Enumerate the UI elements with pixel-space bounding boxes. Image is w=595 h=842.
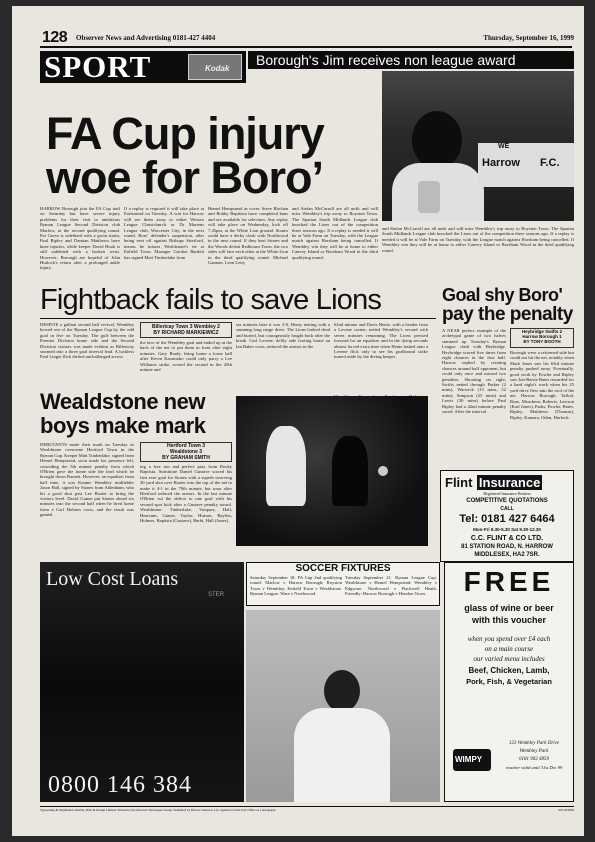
paper-line: Observer News and Advertising 0181-427 4404: [76, 34, 216, 42]
flint-offer: COMPETITIVE QUOTATIONS: [466, 498, 548, 504]
lions-col-2: the face of the Wembley goal and ended up at the back of the net to put them in front after eight minutes. Gary Brady, firing home a loose ball after Kevin Karamoko could only parry a Lee Williams strike, scored the second in the 20th minute and: [140, 340, 232, 373]
footer-rule: [40, 806, 574, 807]
sport-section-title: SPORT: [44, 49, 152, 84]
wimpy-line-5: our varied menu includes: [473, 655, 545, 663]
wimpy-free: FREE: [463, 566, 555, 597]
loans-ad: [40, 562, 244, 802]
lions-scorebox: [140, 322, 232, 338]
borough-score-2: Harrow Borough 1: [522, 334, 562, 339]
lions-col-1: DESPITE a gallant second half revival, Wembley bowed out of the Ryman League Cup by the odd goal in five on Tuesday. The gulf between the Premier Division home side and the Second Division visitors was made evident as Billericay stormed into a three goal interval lead. A luckless Paul Linger flick drifted unchallenged across: [40, 322, 134, 360]
stadium-sign-text-we: WE: [498, 143, 510, 150]
folio-bar: [12, 6, 584, 46]
footer-code: SW16/9/99: [558, 808, 574, 812]
wimpy-line-7: Pork, Fish, & Vegetarian: [466, 677, 552, 686]
borough-scorebox: [510, 328, 574, 348]
footer-imprint: Typesetting & Origination: Imedia, Print & Design Limited. Printed by the Observer Newspaper Group. Published by Harrow Observer Ltd, registered at the Post Office as a newspaper.: [40, 808, 277, 812]
lead-col-1: HARROW Borough join the FA Cup trail on Saturday but have severe injury problems for their visit to ambitious Ryman League Second Division club Marlow, in the second qualifying round. Pat Gavin is sidelined with a groin strain, Paul Ripley and Damian Matthews have knee injuries, while keeper David Hook is still sidelined with a broken wrist. However, Borough are hopeful of John Hurlock's return after a prolonged ankle injury.: [40, 206, 120, 271]
stadium-sign-text: Harrow: [482, 157, 520, 169]
lions-col-3: six minutes later it was 3-0, Henty netting with a stunning long range drive. The Lions looked dead and buried, but courageously fought back after the break. Carl Levene, deftly side footing home an Ian Baker cross, reduced the arrears in the: [236, 322, 330, 349]
loans-phone: 0800 146 384: [48, 772, 192, 798]
fixtures-box: [246, 562, 440, 606]
fixtures-title: SOCCER FIXTURES: [295, 563, 391, 574]
loans-sign: STER: [208, 592, 225, 598]
sport-masthead: [40, 51, 246, 83]
lead-col-3: Hemel Hempstead as cover. Steve Birchan and Bobby Bapitista have completed bans and are available for selection. Any replay will take place on Wednesday, kick off 7.45pm, at the White Lion ground. Stones could have a derby clash with Northwood in the next round. If they beat Stones and the Woods defeat Redbourn Town, the two sides will face each other at the White Lion in the third qualifying round. Michael Gannon, Leon Letty: [208, 206, 288, 266]
award-banner-headline: Borough's Jim receives non league award: [256, 52, 516, 68]
wimpy-line-2: with this voucher: [471, 615, 546, 625]
stones-headline-1: Wealdstone new: [40, 389, 205, 414]
player-photo-shirt: [294, 708, 390, 802]
stones-headline-2: boys make mark: [40, 413, 206, 438]
player-photo: [246, 610, 440, 802]
folio-rule: [40, 46, 572, 48]
flint-brand-b: Insurance: [478, 475, 541, 490]
lead-col-2: If a replay is required it will take place at Earlsmead on Tuesday. A win for Harrow will see them away to either Wessex League Christchurch or Dr Martens League club, Worcester City, in the next round. Boro' defender's suspension, after being sent off against Bishops Stortford, means he misses Wealdstone's tie at Enfield Town. Manager Gordon Bartlett has signed Matt Timberlake from: [124, 206, 204, 260]
match-photo: [236, 396, 428, 546]
wimpy-logo-text: WIMPY: [455, 755, 483, 764]
lions-col-4: 62nd minute and Davis Henie, with a header from a Levene corner, netted Wembley's second with seven minutes remaining. The Lions pressed forward for an equaliser and in the dying seconds almost forced extra time when Henie lashed onto a Levene flick only to see his goalbound strike turned aside by the diving keeper.: [334, 322, 428, 360]
award-photo: [382, 71, 574, 221]
kodak-sponsor-text: Kodak: [205, 64, 230, 73]
lead-headline-1: FA Cup injury: [46, 108, 324, 159]
wimpy-logo: [453, 749, 491, 771]
issue-date: Thursday, September 16, 1999: [483, 34, 574, 42]
flint-phone: Tel: 0181 427 6464: [459, 513, 555, 525]
lions-byline: BY RICHARD MARKIEWICZ: [153, 330, 219, 336]
award-trophy: [418, 181, 440, 213]
wimpy-ad: [444, 562, 574, 802]
lions-headline: Fightback fails to save Lions: [40, 284, 382, 316]
newspaper-page: [12, 6, 584, 836]
lions-rule: [40, 318, 436, 319]
award-caption: and Stefan McCarroll are all unfit and will miss Wembley's trip away to Royston Town. The Spartan South Midlands League club knocked the Lions out of the competition three seasons ago. If a replay is needed it will be at Vale Farm on Tuesday, with the League match against Horsham being cancelled. If Wembley win they will be at home to either Canvey Island or Boreham Wood in the third qualifying round.: [382, 226, 574, 253]
player-photo-head: [324, 670, 360, 712]
borough-headline-1: Goal shy Boro': [442, 285, 563, 305]
borough-col-1: A NEAR perfect example of the archetypal game of two halves summed up Tuesday's Ryman League clash with Heybridge. Heybridge scored five times from eight chances in the first half. Harrow replied by creating chances around half opponent, but could only once and missed two penalties. Shooting on sight, Swifts netted through Parker (2 mins), Warwick (13 mins, 52 mins), Simpson (25 mins) and Lewis (30 mins) before Paul Ripley had a 42nd minute penalty saved. After the interval: [442, 328, 506, 415]
page-number: 128: [42, 29, 68, 46]
flint-tagline: Registered Insurance Brokers: [483, 491, 531, 496]
wimpy-line-4: on a main course: [484, 645, 534, 653]
flint-brand-a: Flint: [445, 475, 473, 490]
wimpy-line-3: when you spend over £4 each: [467, 635, 551, 643]
wimpy-address-1: 123 Wembley Park Drive: [508, 741, 560, 746]
award-banner: [248, 51, 574, 69]
flint-insurance-ad: [440, 470, 574, 562]
photo-player-1: [266, 426, 306, 506]
player-head: [412, 111, 462, 169]
lions-score: Billericay Town 3 Wembley 2: [152, 324, 220, 330]
borough-score-1: Heybridge Swifts 2: [521, 329, 563, 334]
stones-col-2: ing a free run and perfect pass from Rocky Baptista. Substitute Daniel Gustave scored his first ever goal for Stones with a superb swerving 30 yard shot over Bozier into the top of the net to make it 4-1 in the 79th minute, but soon after Hertford reduced the arrears. In the last minute O'Brien cut the deficit to one goal with his second spot kick after a Gustave penalty award. Wealdstone: Timberlake, Vasquez, Hall, Hearsum, Gunne, Taylor, Hutson, Bayliss, Holmes, Baptista (Gustave), Barbi, Hall (Jones).: [140, 464, 232, 524]
photo-player-2: [332, 436, 368, 506]
borough-col-2: Borough were a reformed side but could not hit the net, notably when Mark Jones saw his 63rd minute penalty pushed away. Eventually, good work by Fowler and Ripley saw Jon-Barrie Bates rewarded for a hard night's work when his 25 yard drive flew into the roof of the net. Harrow Borough: Taflod, Rose, Meachem, Roberts, Lawson (Karl Jones), Parks, Fowler, Bates, Ripley, Matthews (Thomas), Ripley, Kamara, Otlen, Hurlock.: [510, 350, 574, 420]
stones-byline: BY GRAHAM SMITH: [162, 455, 210, 461]
stadium-sign: [478, 143, 574, 187]
flint-address-2: MIDDLESEX, HA2 7SR.: [474, 552, 540, 558]
borough-byline: BY TONY BOOTH: [523, 339, 561, 344]
flint-company: C.C. FLINT & CO LTD.: [470, 535, 544, 542]
flint-call: CALL: [500, 506, 514, 512]
flint-logo: [445, 474, 542, 488]
lead-col-4: and Stefan McCarroll are all unfit and will miss Wembley's trip away to Royston Town. The Spartan South Midlands League club knocked the Lions out of the competition three seasons ago. If a replay is needed it will be at Vale Farm on Tuesday, with the League match against Horsham being cancelled. If Wembley win they will be at home to either Canvey Island or Boreham Wood in the third qualifying round.: [292, 206, 378, 260]
flint-address-1: 81 STATION ROAD, N. HARROW: [461, 544, 553, 550]
wimpy-line-1: glass of wine or beer: [464, 603, 554, 613]
fixtures-col-1: Saturday September 18. FA Cup 2nd qualifying round: Marlow v Harrow Borough; Royston Town v Wembley; Enfield Town v Wealdstone. Ryman League: Ware v Northwood.: [250, 575, 342, 597]
wimpy-address-2: Wembley Park: [519, 749, 549, 754]
fixtures-col-2: Tuesday September 21. Ryman League Cup: Wealdstone v Hemel Hempstead; Wembley v Edgware. Northwood v Flackwell Heath. Friendly: Harrow Borough v Hendon Town.: [345, 575, 437, 597]
photo-ball: [378, 466, 388, 476]
stones-col-1: DEBUTANTS made their mark on Tuesday as Wealdstone overcame Hertford Town in the Ryman Cup. Keeper Matt Timberlake, signed from Hemel Hempstead, soon made his presence felt, conceding the 5th minute penalty from which O'Brien gave the home side the lead which he brought down Barnett. However, an equaliser from half time, it was Kennie Wembley midfielder Jason Hall, signed by Stones from Aldenham, who hit a good shot past Lee Bozier to bring the visitors level. David Gunne put Stones ahead six minutes into the second half when he fired home from a Carl Holmes cross, and the result was gained: [40, 442, 134, 518]
stadium-sign-text-fc: F.C.: [540, 157, 560, 169]
kodak-sponsor-logo: [188, 54, 242, 80]
lead-headline-2: woe for Boro’: [46, 152, 323, 203]
loans-title: Low Cost Loans: [46, 568, 179, 590]
stones-scorebox: [140, 442, 232, 462]
flint-hours: Mon-Fri 9.30-5.30 Sat 9.30-12.30: [473, 527, 541, 532]
wimpy-address-4: voucher valid until 31st Dec 99: [505, 765, 563, 770]
wimpy-address-3: 0181 902 4859: [519, 757, 549, 762]
wimpy-line-6: Beef, Chicken, Lamb,: [468, 666, 550, 675]
stones-score-1: Hertford Town 3: [167, 443, 205, 449]
stones-score-2: Wealdstone 3: [169, 449, 203, 455]
borough-headline-2: pay the penalty: [442, 304, 573, 325]
